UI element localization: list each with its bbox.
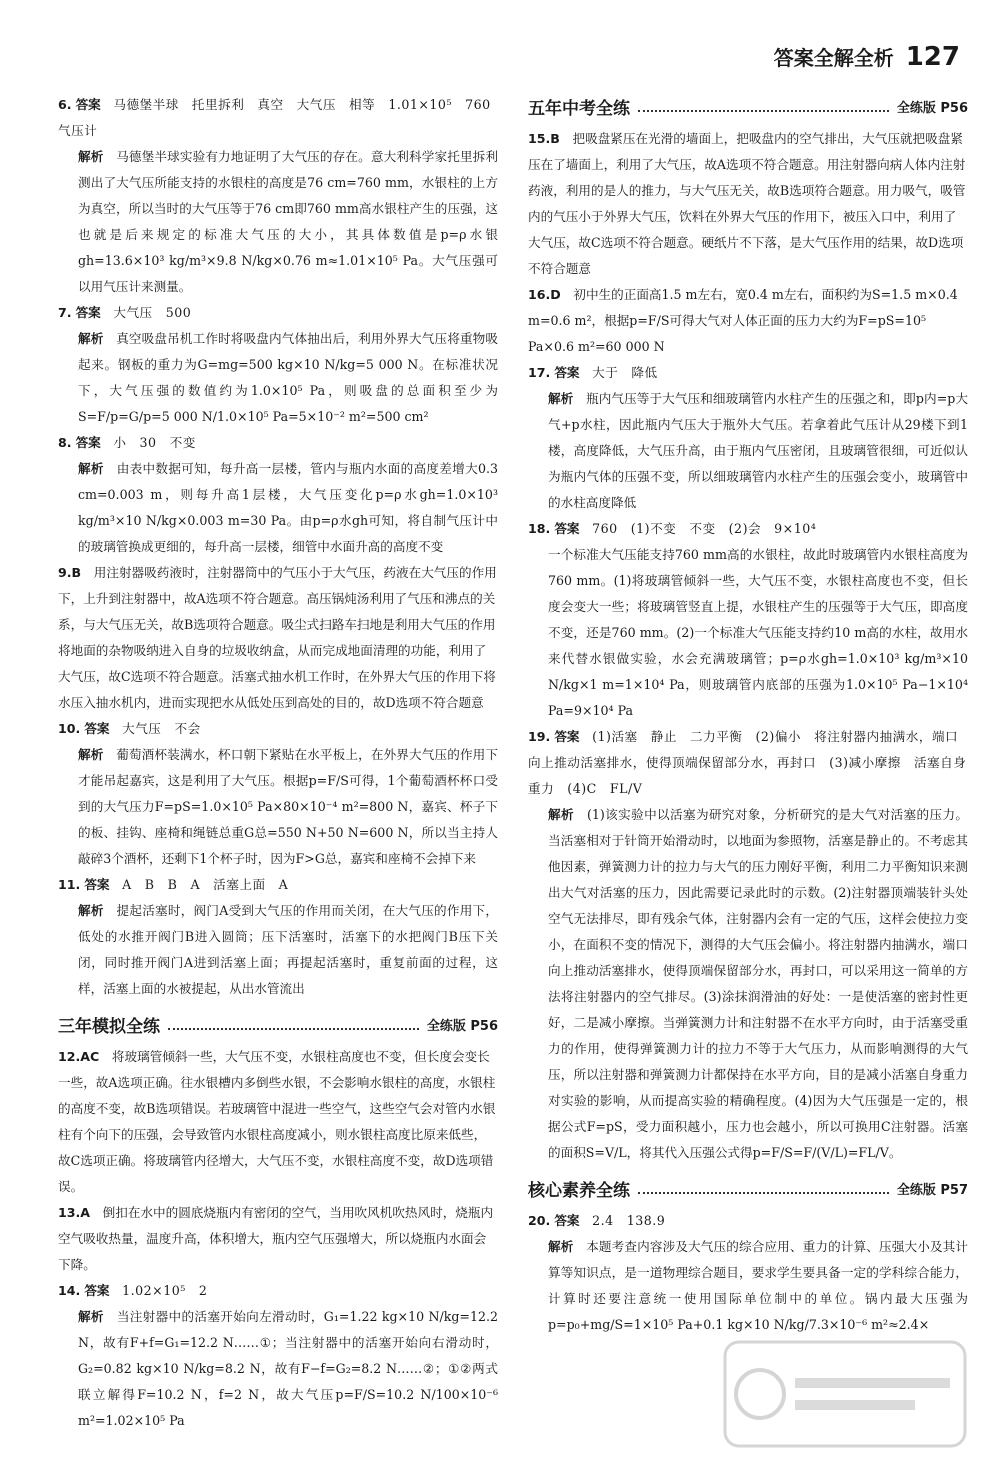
question-item (58, 1044, 498, 1200)
answer-text: 760 (1)不变 不变 (2)会 9×10⁴ (592, 521, 817, 536)
section-three-year (58, 1010, 498, 1038)
question-number: 18. (528, 521, 551, 536)
watermark-frame (725, 1342, 965, 1446)
question-item (528, 516, 968, 542)
solution-label: 解析 (548, 807, 574, 822)
solution-text: 将玻璃管倾斜一些，大气压不变，水银柱高度也不变，但长度会变长一些，故A选项正确。往水银槽内多倒些水银，不会影响水银柱的高度，水银柱的高度不变，故B选项错误。若玻璃管中混进一些空气，这些空气会对管内水银柱有个向下的压强，会导致管内水银柱高度减小，则水银柱高度比原来低些，故C选项正确。将玻璃管内径增大，大气压不变，水银柱高度不变，故D选项错误。 (58, 1049, 496, 1194)
page-number: 127 (905, 42, 960, 72)
question-number: 8. (58, 435, 72, 450)
solution-label: 解析 (548, 1239, 574, 1254)
answer-label: 答案 (75, 305, 101, 320)
question-item (58, 872, 498, 898)
watermark-bar (795, 1400, 915, 1410)
solution-text: 葡萄酒杯装满水，杯口朝下紧贴在水平板上，在外界大气压的作用下才能吊起嘉宾，这是利用了大气压。根据p=F/S可得，1个葡萄酒杯杯口受到的大气压力F=pS=1.0×10⁵ Pa×80×10⁻⁴ m²=800 N，嘉宾、杯子下的板、挂钩、座椅和绳链总重G总=550 N+50 N=600 N，所以当主持人敲碎3个酒杯，还剩下1个杯子时，因为F>G总，嘉宾和座椅不会掉下来 (78, 747, 499, 866)
section-title: 五年中考全练 (528, 98, 630, 119)
solution-paragraph (528, 542, 968, 724)
question-item (58, 716, 498, 742)
question-number: 19. (528, 729, 551, 744)
watermark-bar (795, 1378, 950, 1388)
solution-label: 解析 (78, 903, 104, 918)
answer-label: 答案 (554, 729, 580, 744)
question-number: 17. (528, 365, 551, 380)
answer-text: 大气压 不会 (122, 721, 201, 736)
question-number: 6. (58, 97, 72, 112)
answer-label: 答案 (75, 97, 101, 112)
question-item (528, 1208, 968, 1234)
question-item (528, 360, 968, 386)
question-number: 20. (528, 1213, 551, 1228)
question-item (58, 300, 498, 326)
left-column (58, 92, 504, 1434)
solution-text: 本题考查内容涉及大气压的综合应用、重力的计算、压强大小及其计算等知识点，是一道物理综合题目，要求学生要具备一定的学科综合能力，计算时还要注意统一使用国际单位制中的单位。锅内最大压强为p=p₀+mg/S=1×10⁵ Pa+0.1 kg×10 N/kg/7.3×10⁻⁶ m²≈2.4× (548, 1239, 969, 1332)
answer-text: A B B A 活塞上面 A (122, 877, 289, 892)
question-item (528, 724, 968, 802)
left-items-b (58, 1044, 498, 1434)
solution-text: 真空吸盘吊机工作时将吸盘内气体抽出后，利用外界大气压将重物吸起来。钢板的重力为G=mg=500 kg×10 N/kg=5 000 N。在标准状况下，大气压强的数值约为1.0×10⁵ Pa，则吸盘的总面积至少为S=F/p=G/p=5 000 N/1.0×10⁵ Pa=5×10⁻² m²=500 cm² (78, 331, 499, 424)
answer-text: 马德堡半球 托里拆利 真空 大气压 相等 1.01×10⁵ 760 气压计 (58, 97, 504, 138)
answer-label: 答案 (554, 365, 580, 380)
question-item (58, 1278, 498, 1304)
solution-label: 解析 (78, 331, 104, 346)
answer-text: (1)活塞 静止 二力平衡 (2)偏小 将注射器内抽满水，端口向上推动活塞排水，使得顶端保留部分水，再封口 (3)减小摩擦 活塞自身重力 (4)C FL/V (528, 729, 967, 796)
question-number: 11. (58, 877, 81, 892)
section-core (528, 1174, 968, 1202)
question-number: 12.AC (58, 1049, 100, 1064)
solution-paragraph (528, 1234, 968, 1338)
section-title: 三年模拟全练 (58, 1016, 160, 1037)
watermark-logo (720, 1334, 970, 1454)
solution-text: 用注射器吸药液时，注射器筒中的气压小于大气压，药液在大气压的作用下，上升到注射器中，故A选项不符合题意。高压锅炖汤利用了气压和沸点的关系，与大气压无关，故B选项符合题意。吸尘式扫路车扫地是利用大气压的作用将地面的杂物吸纳进入自身的垃圾收纳盒，从而完成地面清理的功能，利用了大气压，故C选项不符合题意。活塞式抽水机工作时，在外界大气压的作用下将水压入抽水机内，进而实现把水从低处压到高处的目的，故D选项不符合题意 (58, 565, 497, 710)
solution-paragraph (58, 742, 498, 872)
answer-text: 大气压 500 (113, 305, 192, 320)
question-item (58, 92, 504, 144)
question-item (58, 560, 498, 716)
left-items (58, 92, 504, 1002)
question-item (58, 1200, 498, 1278)
solution-label: 解析 (548, 391, 574, 406)
section-ref: 全练版 P56 (426, 1018, 498, 1034)
section-five-year (528, 92, 968, 120)
question-number: 10. (58, 721, 81, 736)
right-items-b (528, 1208, 968, 1338)
solution-text: 提起活塞时，阀门A受到大气压的作用而关闭，在大气压的作用下，低处的水推开阀门B进入圆筒；压下活塞时，活塞下的水把阀门B压下关闭，同时推开阀门A进到活塞上面；再提起活塞时，重复前面的过程，这样，活塞上面的水被提起，从出水管流出 (78, 903, 498, 996)
solution-text: 马德堡半球实验有力地证明了大气压的存在。意大利科学家托里拆利测出了大气压所能支持的水银柱的高度是76 cm=760 mm，水银柱的上方为真空，所以当时的大气压等于76 cm即760 mm高水银柱产生的压强，这也就是后来规定的标准大气压的大小，其具体数值是p=ρ水银gh=13.6×10³ kg/m³×9.8 N/kg×0.76 m≈1.01×10⁵ Pa。大气压强可以用气压计来测量。 (78, 149, 499, 294)
page-header (774, 42, 960, 82)
solution-label: 解析 (78, 1309, 104, 1324)
answer-label: 答案 (84, 1283, 110, 1298)
solution-label: 解析 (78, 149, 104, 164)
question-number: 7. (58, 305, 72, 320)
answer-label: 答案 (75, 435, 101, 450)
question-item (528, 282, 968, 360)
answer-label: 答案 (554, 521, 580, 536)
section-ref: 全练版 P56 (896, 100, 968, 116)
answer-text: 小 30 不变 (113, 435, 196, 450)
question-number: 16.D (528, 287, 561, 302)
answer-text: 2.4 138.9 (592, 1213, 666, 1228)
watermark-stamp (736, 1370, 784, 1418)
answer-label: 答案 (84, 877, 110, 892)
right-column (528, 92, 968, 1434)
question-number: 15.B (528, 131, 560, 146)
section-divider (168, 1018, 419, 1030)
section-title: 核心素养全练 (528, 1180, 630, 1201)
solution-text: 一个标准大气压能支持760 mm高的水银柱，故此时玻璃管内水银柱高度为760 mm。(1)将玻璃管倾斜一些，大气压不变，水银柱高度也不变，但长度会变大一些；将玻璃管竖直上提，水银柱产生的压强等于大气压，即高度不变，还是760 mm。(2)一个标准大气压能支持约10 m高的水柱，故用水来代替水银做实验，水会充满玻璃管；p=ρ水gh=1.0×10³ kg/m³×10 N/kg×1 m=1×10⁴ Pa，则玻璃管内底部的压强为1.0×10⁵ Pa−1×10⁴ Pa=9×10⁴ Pa (548, 547, 968, 718)
question-number: 14. (58, 1283, 81, 1298)
header-title: 答案全解全析 (773, 46, 894, 70)
answer-text: 1.02×10⁵ 2 (122, 1283, 208, 1298)
question-number: 9.B (58, 565, 82, 580)
section-divider (638, 1182, 889, 1194)
answer-label: 答案 (84, 721, 110, 736)
solution-text: 初中生的正面高1.5 m左右，宽0.4 m左右，面积约为S=1.5 m×0.4 m=0.6 m²，根据p=F/S可得大气对人体正面的压力大约为F=pS=10⁵ Pa×0.6 m²=60 000 N (528, 287, 958, 354)
solution-text: (1)该实验中以活塞为研究对象，分析研究的是大气对活塞的压力。当活塞相对于针筒开始滑动时，以地面为参照物，活塞是静止的。不考虑其他因素，弹簧测力计的拉力与大气的压力刚好平衡，利用二力平衡知识来测出大气对活塞的压力，因此需要记录此时的示数。(2)注射器顶端装针头处空气无法排尽，即有残余气体，注射器内会有一定的气压，这样会使拉力变小，在面积不变的情况下，测得的大气压会偏小。将注射器内抽满水，端口向上推动活塞排水，使得顶端保留部分水，再封口，可以采用这一简单的方法将注射器内的空气排尽。(3)涂抹润滑油的好处：一是使活塞的密封性更好，二是减小摩擦。当弹簧测力计和注射器不在水平方向时，由于活塞受重力的作用，使得弹簧测力计的拉力不等于大气压力，从而影响测得的大气压，所以注射器和弹簧测力计都保持在水平方向，目的是减小活塞自身重力对实验的影响，从而提高实验的精确程度。(4)因为大气压强是一定的，根据公式F=pS，受力面积越小，压力也会越小，所以可换用C注射器。活塞的面积S=V/L，将其代入压强公式得p=F/S=F/(V/L)=FL/V。 (548, 807, 969, 1160)
solution-paragraph (58, 898, 498, 1002)
solution-label: 解析 (78, 747, 104, 762)
section-divider (638, 100, 889, 112)
question-item (528, 126, 968, 282)
solution-paragraph (528, 386, 968, 516)
solution-paragraph (58, 456, 498, 560)
answer-text: 大于 降低 (592, 365, 658, 380)
solution-text: 倒扣在水中的圆底烧瓶内有密闭的空气，当用吹风机吹热风时，烧瓶内空气吸收热量，温度升高，体积增大，瓶内空气压强增大，所以烧瓶内水面会下降。 (58, 1205, 494, 1272)
right-items (528, 126, 968, 1166)
solution-label: 解析 (78, 461, 104, 476)
solution-text: 瓶内气压等于大气压和细玻璃管内水柱产生的压强之和，即p内=p大气+p水柱，因此瓶内气压大于瓶外大气压。若拿着此气压计从29楼下到1楼，高度降低，大气压升高，由于瓶内气压密闭，且玻璃管很细，可近似认为瓶内气体的压强不变，所以细玻璃管内水柱产生的压强会变小，玻璃管中的水柱高度降低 (548, 391, 968, 510)
solution-paragraph (58, 326, 498, 430)
solution-paragraph (58, 144, 498, 300)
solution-text: 由表中数据可知，每升高一层楼，管内与瓶内水面的高度差增大0.3 cm=0.003 m，则每升高1层楼，大气压变化p=ρ水gh=1.0×10³ kg/m³×10 N/kg×0.003 m=30 Pa。由p=ρ水gh可知，将自制气压计中的玻璃管换成更细的，每升高一层楼，细管中水面升高的高度不变 (78, 461, 499, 554)
solution-paragraph (528, 802, 968, 1166)
solution-paragraph (58, 1304, 498, 1434)
answer-label: 答案 (554, 1213, 580, 1228)
solution-text: 当注射器中的活塞开始向左滑动时，G₁=1.22 kg×10 N/kg=12.2 N，故有F+f=G₁=12.2 N……①；当注射器中的活塞开始向右滑动时，G₂=0.82 kg×10 N/kg=8.2 N，故有F−f=G₂=8.2 N……②；①②两式联立解得F=10.2 N，f=2 N，故大气压p=F/S=10.2 N/100×10⁻⁶ m²=1.02×10⁵ Pa (78, 1309, 499, 1428)
section-ref: 全练版 P57 (896, 1182, 968, 1198)
question-number: 13.A (58, 1205, 91, 1220)
question-item (58, 430, 498, 456)
solution-text: 把吸盘紧压在光滑的墙面上，把吸盘内的空气排出，大气压就把吸盘紧压在了墙面上，利用了大气压，故A选项不符合题意。用注射器向病人体内注射药液，利用的是人的推力，与大气压无关，故B选项符合题意。用力吸气，吸管内的气压小于外界大气压，饮料在外界大气压的作用下，被压入口中，利用了大气压，故C选项不符合题意。硬纸片不下落，是大气压作用的结果，故D选项不符合题意 (528, 131, 966, 276)
